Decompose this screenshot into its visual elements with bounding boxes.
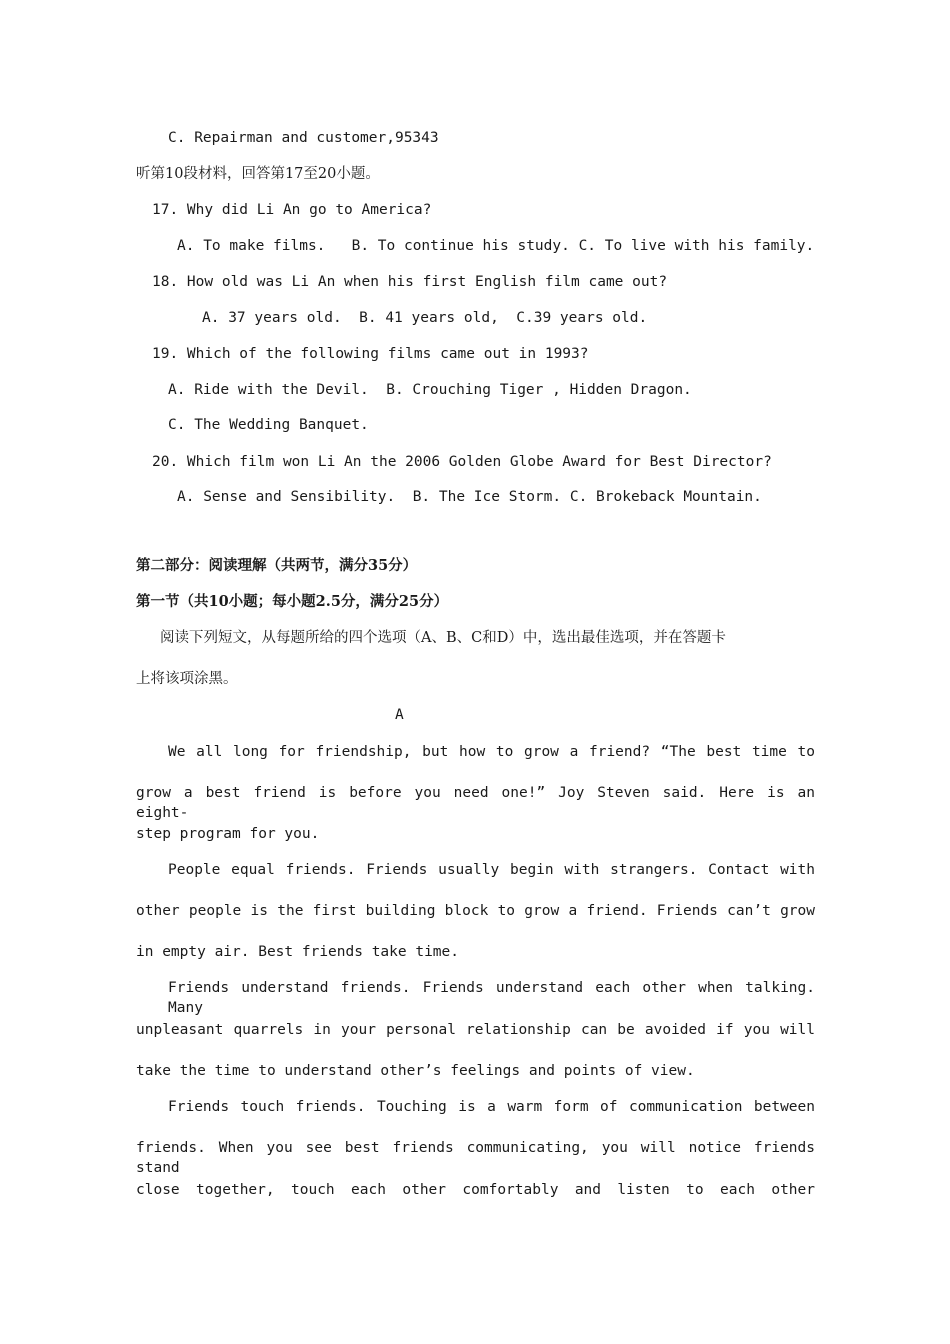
reading-instruction-line2: 上将该项涂黑。 (136, 671, 238, 687)
paragraph-4-line-1: Friends touch friends. Touching is a warm form of communication between (168, 1099, 815, 1115)
paragraph-1-line-3: step program for you. (136, 826, 320, 842)
question-17-options: A. To make films. B. To continue his study. C. To live with his family. (177, 238, 815, 254)
paragraph-4-line-3: close together, touch each other comfortably and listen to each other (136, 1182, 815, 1198)
reading-instruction-line1: 阅读下列短文，从每题所给的四个选项（A、B、C和D）中，选出最佳选项，并在答题卡 (160, 630, 726, 646)
q16-option-c: C. Repairman and customer,95343 (168, 130, 439, 146)
paragraph-2-line-2: other people is the first building block to grow a friend. Friends can’t grow (136, 903, 815, 919)
paragraph-1-line-2: grow a best friend is before you need one!” Joy Steven said. Here is an eight- (136, 785, 815, 821)
paragraph-2-line-3: in empty air. Best friends take time. (136, 944, 460, 960)
question-18-stem: 18. How old was Li An when his first English film came out? (152, 274, 668, 290)
paragraph-2-line-1: People equal friends. Friends usually begin with strangers. Contact with (168, 862, 815, 878)
question-19-options-ab: A. Ride with the Devil. B. Crouching Tiger , Hidden Dragon. (168, 382, 692, 398)
paragraph-3-line-2: unpleasant quarrels in your personal relationship can be avoided if you will (136, 1022, 815, 1038)
passage-label: A (395, 707, 404, 723)
paragraph-3-line-3: take the time to understand other’s feelings and points of view. (136, 1063, 695, 1079)
paragraph-3-line-1: Friends understand friends. Friends understand each other when talking. Many (168, 980, 815, 1016)
question-20-options: A. Sense and Sensibility. B. The Ice Storm. C. Brokeback Mountain. (177, 489, 762, 505)
question-20-stem: 20. Which film won Li An the 2006 Golden Globe Award for Best Director? (152, 454, 772, 470)
question-17-stem: 17. Why did Li An go to America? (152, 202, 432, 218)
section-one-title: 第一节（共10小题；每小题2.5分，满分25分） (136, 593, 449, 610)
section10-instruction: 听第10段材料，回答第17至20小题。 (136, 166, 380, 182)
part-two-title: 第二部分：阅读理解（共两节，满分35分） (136, 557, 418, 574)
paragraph-1-line-1: We all long for friendship, but how to grow a friend? “The best time to (168, 744, 815, 760)
question-19-stem: 19. Which of the following films came out in 1993? (152, 346, 589, 362)
question-19-option-c: C. The Wedding Banquet. (168, 417, 369, 433)
question-18-options: A. 37 years old. B. 41 years old, C.39 years old. (202, 310, 648, 326)
paragraph-4-line-2: friends. When you see best friends communicating, you will notice friends stand (136, 1140, 815, 1176)
